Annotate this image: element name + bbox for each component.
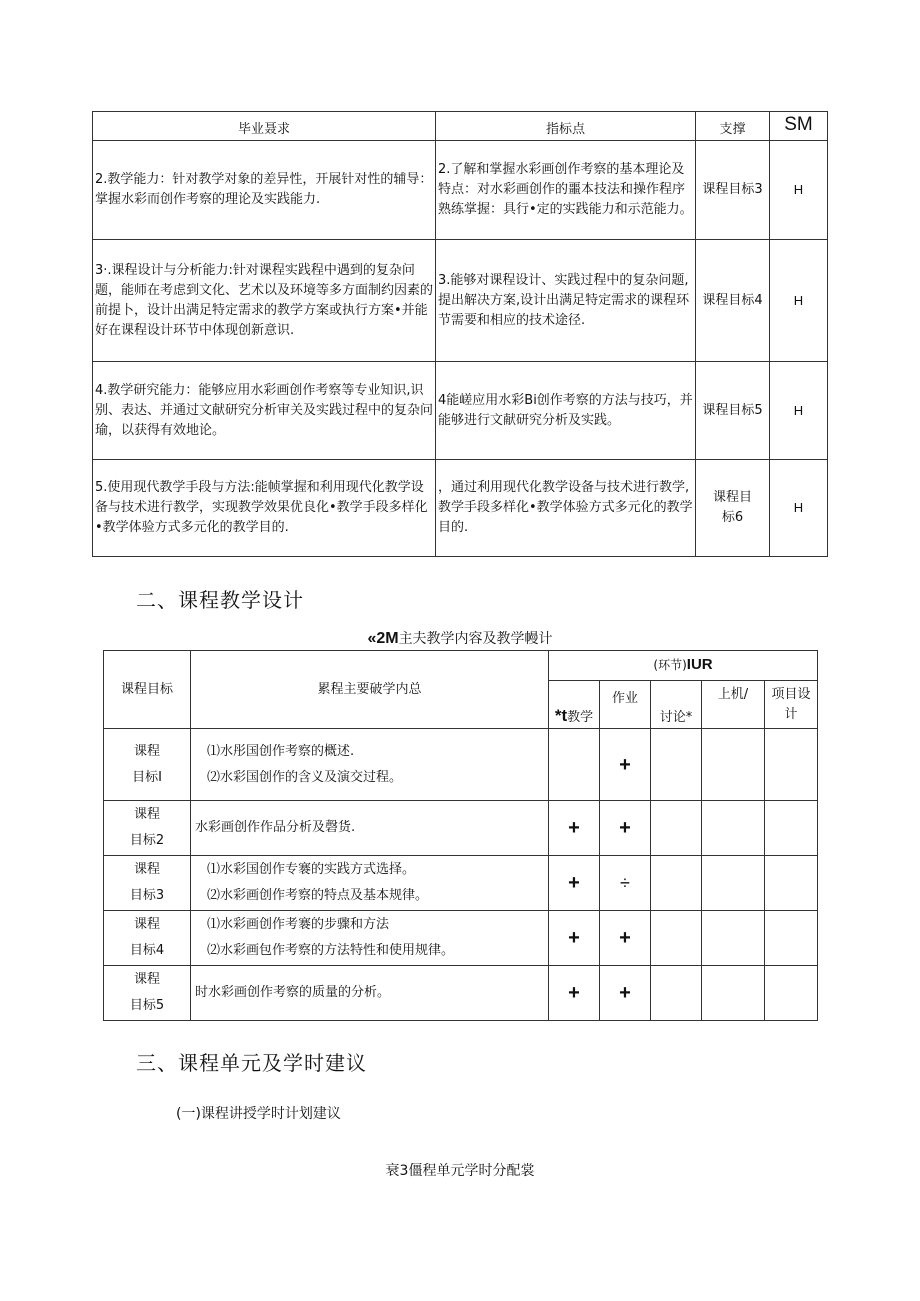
requirement-cell: 4.教学研究能力：能够应用水彩画创作考察等专业知识,识别、表达、并通过文献研究分析审关及实践过程中的复杂问瑜，以获得有效地论。: [93, 362, 436, 460]
goal-line: 课程: [133, 972, 160, 987]
teaching-mark: +: [549, 856, 600, 911]
goal-line: 目标I: [132, 769, 162, 785]
level-cell: H: [770, 141, 828, 240]
support-cell: 课程目标6: [696, 460, 770, 557]
level-cell: H: [770, 362, 828, 460]
teaching-mark: +: [549, 801, 600, 856]
table-header-row: [104, 651, 818, 681]
goal-line: 目标5: [129, 998, 165, 1013]
discussion-mark: [651, 729, 702, 801]
homework-mark: ÷: [600, 856, 651, 911]
table-row: [93, 362, 828, 460]
homework-mark: +: [600, 911, 651, 966]
goal-line: 目标2: [129, 833, 165, 848]
content-line: ⑴水彩画创作考褰的步骤和方法: [207, 917, 390, 932]
goal-line: 课程: [133, 743, 160, 759]
subsection-heading: (一)课程讲授学时计划建议: [176, 1106, 341, 1122]
support-cell: 课程目标5: [696, 362, 770, 460]
homework-mark: +: [600, 966, 651, 1021]
graduation-requirements-table: [92, 111, 828, 557]
computer-mark: [702, 856, 765, 911]
header-method-bold: IUR: [686, 656, 713, 673]
project-mark: [765, 801, 818, 856]
header-teaching-mark: *t: [554, 706, 568, 725]
goal-cell: [104, 966, 191, 1021]
requirement-cell: 3·.课程设计与分析能力:针对课程实践程中遇到的复杂问题，能师在考虑到文化、艺术以及环境等多方面制约因素的前提卜，设计出满足特定需求的教学方案或执行方案•并能好在课程设计环节中体现创新意识.: [93, 240, 436, 362]
goal-line: 目标4: [129, 943, 165, 958]
discussion-mark: [651, 911, 702, 966]
goal-cell: [104, 729, 191, 801]
header-project: 项目设计: [765, 681, 818, 729]
level-cell: H: [770, 240, 828, 362]
header-support: 支撑: [696, 112, 770, 141]
requirement-cell: 2.教学能力：针对教学对象的差异性，开展针对性的辅导：掌握水彩而创作考察的理论及实践能力.: [93, 141, 436, 240]
header-teaching: [549, 681, 600, 729]
computer-mark: [702, 801, 765, 856]
header-method-group: [549, 651, 818, 681]
content-cell: [191, 911, 549, 966]
computer-mark: [702, 911, 765, 966]
table3-caption: 衰3僵程单元学时分配裳: [385, 1163, 535, 1179]
content-line: ⑴水彩国创作专褰的实践方式选择。: [207, 862, 416, 877]
header-homework: 作业: [600, 681, 651, 729]
table-row: [93, 240, 828, 362]
course-design-table: [103, 650, 818, 1021]
teaching-mark: +: [549, 966, 600, 1021]
table-row: [104, 856, 818, 911]
table-row: [104, 911, 818, 966]
homework-mark: +: [600, 801, 651, 856]
goal-line: 课程: [133, 807, 160, 822]
project-mark: [765, 911, 818, 966]
discussion-mark: [651, 966, 702, 1021]
teaching-mark: [549, 729, 600, 801]
indicator-cell: 2.了解和掌握水彩画创作考察的基本理论及特点：对水彩画创作的噩本技法和操作程序熟练掌握：具行•定的实践能力和示范能力。: [436, 141, 696, 240]
table-row: [104, 966, 818, 1021]
computer-mark: [702, 729, 765, 801]
goal-line: 课程: [133, 862, 160, 877]
content-line: ⑵水彩画创作考察的特点及基本规律。: [207, 888, 429, 903]
content-line: ⑴水彤国创作考察的概述.: [207, 743, 355, 759]
indicator-cell: 3.能够对课程设计、实践过程中的复杂问题,提出解决方案,设计出满足特定需求的课程环节需要和相应的技术途径.: [436, 240, 696, 362]
header-course-goal: 课程目标: [104, 651, 191, 729]
content-cell: [191, 856, 549, 911]
content-line: ⑵水彩国创作的含义及演交过程。: [207, 769, 403, 785]
level-cell: H: [770, 460, 828, 557]
header-requirement: 毕业聂求: [93, 112, 436, 141]
section-heading-3: 三、课程单元及学时建议: [136, 1051, 367, 1075]
header-computer: 上机/: [702, 681, 765, 729]
header-method-prefix: (环节): [653, 658, 687, 672]
indicator-cell: 4能嵯应用水彩Bi创作考察的方法与技巧，并能够进行文献研究分析及实践。: [436, 362, 696, 460]
header-teaching-label: 教学: [567, 710, 594, 725]
section-heading-2: 二、课程教学设计: [136, 588, 304, 612]
discussion-mark: [651, 856, 702, 911]
header-discussion: 讨论*: [651, 681, 702, 729]
support-cell: 课程目标3: [696, 141, 770, 240]
table2-caption-text: 主夫教学内容及教学幔计: [398, 631, 553, 647]
homework-mark: +: [600, 729, 651, 801]
content-cell: 水彩画创作作品分析及磬货.: [191, 801, 549, 856]
table-header-row: [93, 112, 828, 141]
table-row: [104, 729, 818, 801]
header-level: SM: [770, 112, 828, 141]
content-line: ⑵水彩画包作考察的方法特性和使用规律。: [207, 943, 455, 958]
table2-caption: [0, 628, 920, 648]
requirement-cell: 5.使用现代教学手段与方法:能帧掌握和利用现代化教学设备与技术进行教学，实现教学效果优良化•教学手段多样化•教学体验方式多元化的教学目的.: [93, 460, 436, 557]
table2-caption-prefix: «2M: [367, 630, 399, 647]
content-cell: 时水彩画创作考察的质量的分析。: [191, 966, 549, 1021]
goal-cell: [104, 856, 191, 911]
header-main-content: 累程主要破学内总: [191, 651, 549, 729]
project-mark: [765, 966, 818, 1021]
support-cell: 课程目标4: [696, 240, 770, 362]
teaching-mark: +: [549, 911, 600, 966]
content-cell: [191, 729, 549, 801]
header-indicator: 指标点: [436, 112, 696, 141]
computer-mark: [702, 966, 765, 1021]
project-mark: [765, 729, 818, 801]
table-row: [93, 460, 828, 557]
goal-line: 课程: [133, 917, 160, 932]
goal-cell: [104, 801, 191, 856]
goal-line: 目标3: [129, 888, 165, 903]
project-mark: [765, 856, 818, 911]
table-row: [104, 801, 818, 856]
goal-cell: [104, 911, 191, 966]
table-row: [93, 141, 828, 240]
indicator-cell: ，通过利用现代化教学设备与技术进行教学,教学手段多样化•教学体验方式多元化的教学目的.: [436, 460, 696, 557]
discussion-mark: [651, 801, 702, 856]
